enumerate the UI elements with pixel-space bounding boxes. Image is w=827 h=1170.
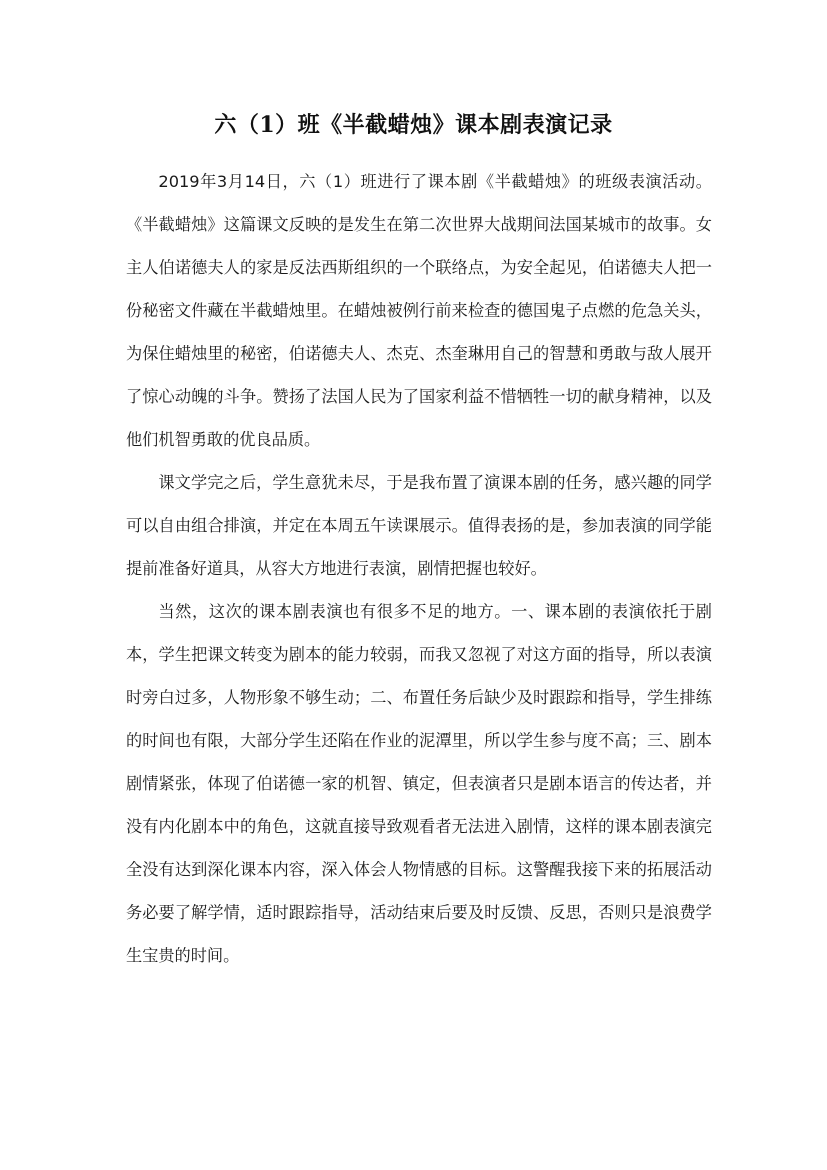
paragraph-1: 2019年3月14日，六（1）班进行了课本剧《半截蜡烛》的班级表演活动。《半截蜡烛》这篇课文反映的是发生在第二次世界大战期间法国某城市的故事。女主人伯诺德夫人的家是反法西斯组织的一个联络点，为安全起见，伯诺德夫人把一份秘密文件藏在半截蜡烛里。在蜡烛被例行前来检查的德国鬼子点燃的危急关头，为保住蜡烛里的秘密，伯诺德夫人、杰克、杰奎琳用自己的智慧和勇敢与敌人展开了惊心动魄的斗争。赞扬了法国人民为了国家利益不惜牺牲一切的献身精神，以及他们机智勇敢的优良品质。 (126, 172, 712, 449)
paragraph-3: 当然，这次的课本剧表演也有很多不足的地方。一、课本剧的表演依托于剧本，学生把课文转变为剧本的能力较弱，而我又忽视了对这方面的指导，所以表演时旁白过多，人物形象不够生动；二、布置任务后缺少及时跟踪和指导，学生排练的时间也有限，大部分学生还陷在作业的泥潭里，所以学生参与度不高；三、剧本剧情紧张，体现了伯诺德一家的机智、镇定，但表演者只是剧本语言的传达者，并没有内化剧本中的角色，这就直接导致观看者无法进入剧情，这样的课本剧表演完全没有达到深化课本内容，深入体会人物情感的目标。这警醒我接下来的拓展活动务必要了解学情，适时跟踪指导，活动结束后要及时反馈、反思，否则只是浪费学生宝贵的时间。 (126, 602, 712, 965)
paragraph-2: 课文学完之后，学生意犹未尽，于是我布置了演课本剧的任务，感兴趣的同学可以自由组合排演，并定在本周五午读课展示。值得表扬的是，参加表演的同学能提前准备好道具，从容大方地进行表演，剧情把握也较好。 (126, 473, 712, 578)
document-body (126, 160, 712, 977)
page-title: 六（1）班《半截蜡烛》课本剧表演记录 (214, 112, 613, 138)
